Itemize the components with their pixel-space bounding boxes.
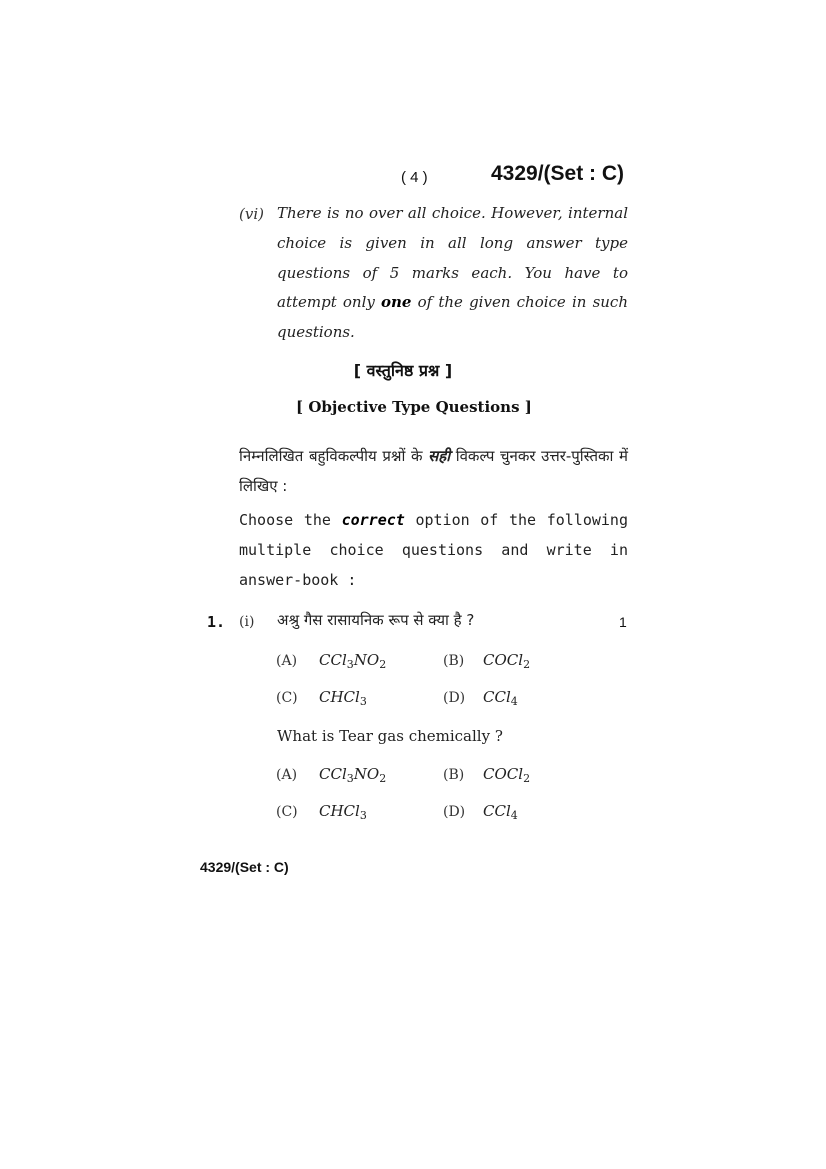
formula-subscript: 3 [346,772,354,785]
option-formula [483,802,518,822]
instruction-emphasis: one [381,293,412,312]
paper-code-header: 4329/(Set : C) [491,162,625,185]
formula-subscript: 4 [510,809,518,822]
directions-hindi-part: विकल्प चुनकर उत्तर-पुस्तिका में लिखिए : [239,447,628,495]
option-formula [483,765,530,785]
formula-subscript: 2 [379,658,387,671]
formula-subscript: 4 [510,695,518,708]
question-marks: 1 [619,614,627,630]
question-text-hindi: अश्रु गैस रासायनिक रूप से क्या है ? [277,611,475,629]
option-formula [319,802,367,822]
section-heading-english: [ Objective Type Questions ] [296,398,532,416]
instruction-text-part: of the given choice in such questions. [277,293,628,342]
formula-subscript: 2 [523,658,531,671]
paper-code-footer: 4329/(Set : C) [200,859,289,875]
option-label: (C) [276,804,298,820]
directions-hindi [239,441,628,501]
formula-part: CCl [483,688,511,706]
section-heading-hindi [0,359,826,381]
question-text-english: What is Tear gas chemically ? [277,727,503,745]
directions-hindi-emphasis: सही [428,447,451,465]
formula-subscript: 2 [379,772,387,785]
formula-part: CCl [319,651,347,669]
formula-subscript: 3 [359,695,367,708]
formula-subscript: 3 [346,658,354,671]
question-subpart: (i) [239,614,255,630]
page-number: ( 4 ) [401,169,428,186]
formula-part: CHCl [319,688,360,706]
formula-subscript: 2 [523,772,531,785]
option-label: (B) [443,653,465,669]
option-formula [319,688,367,708]
formula-part: NO [353,651,380,669]
option-formula [319,651,386,671]
directions-english [239,505,628,595]
directions-english-emphasis: correct [341,511,405,529]
directions-english-part: Choose the [239,511,342,529]
formula-part: CHCl [319,802,360,820]
directions-english-part: option of the following multiple choice questions and write in answer-book : [239,511,628,589]
formula-part: NO [353,765,380,783]
option-label: (C) [276,690,298,706]
question-number: 1. [207,613,226,631]
section-heading-hindi-text: [ वस्तुनिष्ठ प्रश्न ] [353,361,453,380]
formula-part: CCl [319,765,347,783]
instruction-number: (vi) [239,205,264,223]
instruction-text [277,199,628,348]
option-label: (A) [276,767,298,783]
option-label: (A) [276,653,298,669]
instruction-text-part: There is no over all choice. However, internal choice is given in all long answer type questions of 5 marks each. You have to attempt only [277,204,628,312]
option-label: (D) [443,804,466,820]
formula-part: COCl [483,651,524,669]
option-formula [319,765,386,785]
formula-subscript: 3 [359,809,367,822]
formula-part: COCl [483,765,524,783]
option-formula [483,688,518,708]
directions-hindi-part: निम्नलिखित बहुविकल्पीय प्रश्नों के [239,447,429,465]
option-label: (D) [443,690,466,706]
option-label: (B) [443,767,465,783]
formula-part: CCl [483,802,511,820]
option-formula [483,651,530,671]
